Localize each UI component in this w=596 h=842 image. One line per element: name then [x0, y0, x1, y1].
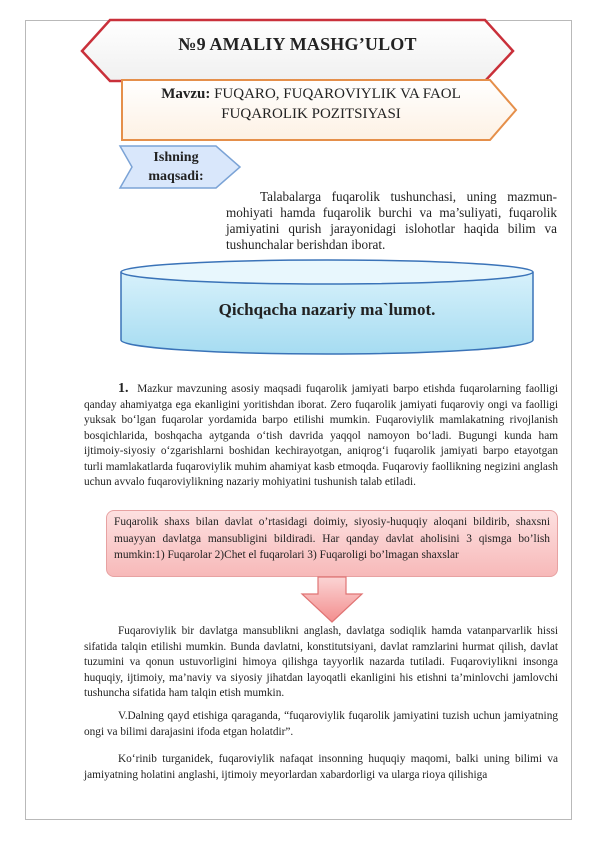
down-arrow-icon — [300, 576, 364, 624]
paragraph-4-text: Ko‘rinib turganidek, fuqaroviylik nafaqat insonning huquqiy maqomi, balki uning bilimi va jamiyatning holatini anglashi, ijtimoiy meyorlardan xabardorligi va ularga rioya qilishiga — [84, 753, 558, 781]
paragraph-2 — [84, 624, 558, 702]
goal-label: Ishning maqsadi: — [148, 150, 204, 184]
paragraph-2-text: Fuqaroviylik bir davlatga mansublikni anglash, davlatga sodiqlik hamda vatanparvarlik hissi sifatida talqin etilishi mumkin. Bunda davlatni, konstitutsiyani, davlat ramzlarini hurmat qilish, davlat tuzumini va qonun ustuvorligini himoya qilishga tayyorlik nazarda tutiladi. Fuqaroviylikni insonga huquqiy, ijtimoiy, ma’naviy va siyosiy jihatdan layoqatli ekanligini his etishni ta’minlovchi jamlovchi tushuncha sifatida ham talqin etish mumkin. — [84, 625, 558, 699]
paragraph-3-text: V.Dalning qayd etishiga qaraganda, “fuqaroviylik fuqarolik jamiyatini tuzish uchun jamiyatning ongi va bilimi darajasini ifoda etgan holatdir”. — [84, 710, 558, 738]
paragraph-3 — [84, 709, 558, 740]
topic-heading — [126, 84, 496, 124]
paragraph-number: 1. — [118, 381, 129, 396]
callout-text: Fuqarolik shaxs bilan davlat o’rtasidagi doimiy, siyosiy-huquqiy aloqani bildirib, shaxsni muayyan davlatga mansubligini bildiradi. Har qanday davlat aholisini 3 qismga bo’lish mumkin:1) Fuqarolar 2)Chet el fuqarolari 3) Fuqaroligi bo’lmagan shaxslar — [114, 516, 550, 561]
goal-body-text: Talabalarga fuqarolik tushunchasi, uning mazmun-mohiyati hamda fuqarolik burchi va ma’suliyati, fuqarolik jamiyatini qurish jarayonidagi islohotlar haqida bilim va tushunchalar berishdan iborat. — [226, 189, 557, 252]
paragraph-1-text: Mazkur mavzuning asosiy maqsadi fuqarolik jamiyati barpo etishda fuqarolarning faolligi qanday ahamiyatga ega ekanligini yoritishdan iborat. Zero fuqarolik jamiyati fuqaroviy ongi va faolligi yuksak bo‘lgan fuqarolar yordamida barpo etilishi mumkin. Fuqaroviylik mamlakatning rivojlanish bosqichlarida, boshqacha aytganda o‘tish davrida yaqqol namoyon bo‘ladi. Bugungi kunda ham ijtimoiy-siyosiy o‘zgarishlarni boshidan kechirayotgan, aniqrog‘i fuqarolik jamiyati barpo etayotgan turli mamlakatlarda fuqaroviylik muhim ahamiyat kasb etmoqda. Fuqaroviy faollikning negizini anglash uchun avvalo fuqaroviylikning nazariy mohiyatini tushunish talab etiladi. — [84, 383, 558, 488]
section-heading: Qichqacha nazariy ma`lumot. — [218, 300, 436, 319]
paragraph-4 — [84, 752, 558, 783]
goal-text — [226, 189, 557, 253]
paragraph-1 — [84, 381, 558, 491]
topic-label: Mavzu: — [161, 86, 211, 102]
topic-text: FUQARO, FUQAROVIYLIK VA FAOL FUQAROLIK POZITSIYASI — [214, 86, 461, 122]
page-title: №9 AMALIY MASHG’ULOT — [178, 34, 417, 54]
